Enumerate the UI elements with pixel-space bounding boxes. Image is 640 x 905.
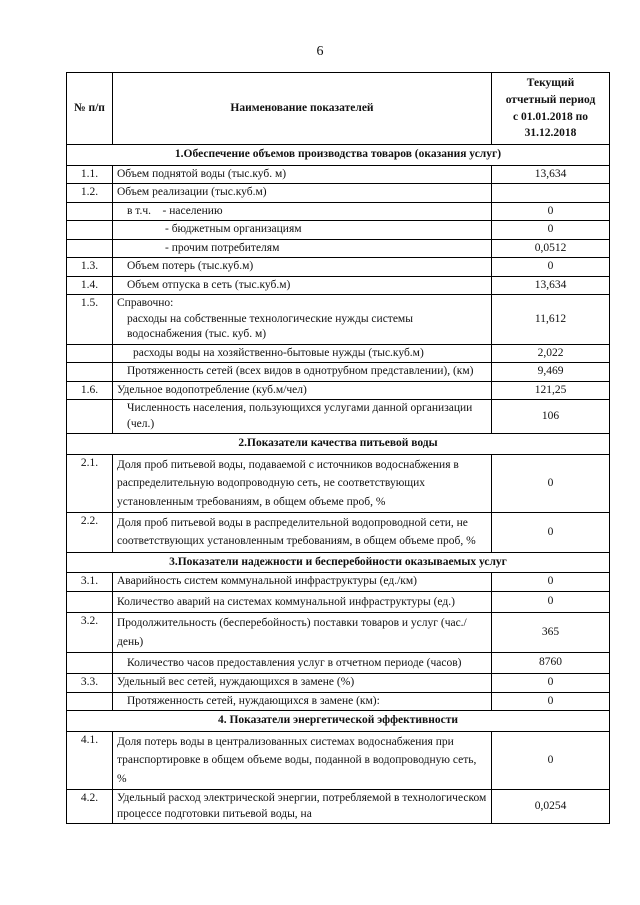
section-title-row: [67, 145, 610, 166]
row-num: 4.1.: [67, 731, 113, 789]
header-period-line: с 01.01.2018 по: [513, 110, 588, 123]
table-row: [67, 295, 610, 345]
row-name: [113, 295, 492, 345]
row-value: 0: [492, 591, 610, 612]
row-name: Протяженность сетей (всех видов в однотрубном представлении), (км): [113, 363, 492, 382]
section-title-row: [67, 711, 610, 732]
row-name: Объем поднятой воды (тыс.куб. м): [113, 165, 492, 184]
row-value: 0: [492, 573, 610, 592]
row-value: 0: [492, 692, 610, 711]
row-num: 1.3.: [67, 258, 113, 277]
row-name: Количество часов предоставления услуг в отчетном периоде (часов): [113, 652, 492, 673]
page-number: 6: [316, 44, 324, 59]
table-row: [67, 239, 610, 258]
table-row: [67, 258, 610, 277]
table-row: [67, 381, 610, 400]
table-row: [67, 652, 610, 673]
row-num: [67, 221, 113, 240]
table-row: [67, 202, 610, 221]
section-title-row: [67, 552, 610, 573]
row-name: - бюджетным организациям: [113, 221, 492, 240]
row-value: 0: [492, 454, 610, 512]
row-value: 365: [492, 613, 610, 653]
row-value: 9,469: [492, 363, 610, 382]
row-name: Доля проб питьевой воды, подаваемой с источников водоснабжения в распределительную водопроводную сеть, не соответствующих установленным требованиям, в общем объеме проб, %: [113, 454, 492, 512]
row-value: 0: [492, 221, 610, 240]
header-period-line: 31.12.2018: [524, 127, 577, 140]
row-num: [67, 652, 113, 673]
table-row: [67, 692, 610, 711]
row-num: 2.1.: [67, 454, 113, 512]
row-name: Доля потерь воды в централизованных системах водоснабжения при транспортировке в общем объеме воды, поданной в водопроводную сеть, %: [113, 731, 492, 789]
row-value: 0,0254: [492, 790, 610, 824]
section-title-row: [67, 434, 610, 455]
header-period-line: Текущий: [526, 77, 575, 90]
section-title: 3.Показатели надежности и бесперебойности оказываемых услуг: [67, 552, 610, 573]
row-num: 1.1.: [67, 165, 113, 184]
header-period: [492, 73, 610, 145]
row-name: Продолжительность (бесперебойность) поставки товаров и услуг (час./день): [113, 613, 492, 653]
row-name: Объем реализации (тыс.куб.м): [113, 184, 492, 203]
row-value: 106: [492, 400, 610, 434]
table-row: [67, 790, 610, 824]
table-row: [67, 400, 610, 434]
row-num: 3.2.: [67, 613, 113, 653]
table-row: [67, 674, 610, 693]
section-title: 1.Обеспечение объемов производства товаров (оказания услуг): [67, 145, 610, 166]
row-value: 0: [492, 258, 610, 277]
table-row: [67, 276, 610, 295]
row-name-sub: расходы на собственные технологические нужды системы водоснабжения (тыс. куб. м): [127, 312, 413, 341]
row-num: [67, 363, 113, 382]
row-num: 2.2.: [67, 512, 113, 552]
row-name: расходы воды на хозяйственно-бытовые нужды (тыс.куб.м): [113, 344, 492, 363]
row-value: [492, 184, 610, 203]
row-num: 1.5.: [67, 295, 113, 345]
table-row: [67, 363, 610, 382]
table-row: [67, 731, 610, 789]
row-num: 4.2.: [67, 790, 113, 824]
table-row: [67, 221, 610, 240]
table-row: [67, 573, 610, 592]
row-value: 11,612: [492, 295, 610, 345]
row-num: 1.4.: [67, 276, 113, 295]
section-title: 2.Показатели качества питьевой воды: [67, 434, 610, 455]
row-num: 1.2.: [67, 184, 113, 203]
row-value: 121,25: [492, 381, 610, 400]
row-name: Удельное водопотребление (куб.м/чел): [113, 381, 492, 400]
row-num: [67, 202, 113, 221]
table-row: [67, 165, 610, 184]
row-num: [67, 591, 113, 612]
table-header-row: [67, 73, 610, 145]
row-value: 0: [492, 731, 610, 789]
row-name: Объем отпуска в сеть (тыс.куб.м): [113, 276, 492, 295]
row-name: Протяженность сетей, нуждающихся в замене (км):: [113, 692, 492, 711]
row-name: Удельный вес сетей, нуждающихся в замене (%): [113, 674, 492, 693]
row-name: в т.ч. - населению: [113, 202, 492, 221]
row-value: 8760: [492, 652, 610, 673]
table-row: [67, 344, 610, 363]
table-row: [67, 613, 610, 653]
row-num: [67, 400, 113, 434]
header-period-line: отчетный период: [505, 93, 596, 106]
row-name-heading: Справочно:: [117, 297, 174, 310]
row-num: [67, 692, 113, 711]
table-row: [67, 512, 610, 552]
row-value: 13,634: [492, 165, 610, 184]
table-row: [67, 184, 610, 203]
row-value: 0: [492, 512, 610, 552]
table-row: [67, 591, 610, 612]
row-name: Объем потерь (тыс.куб.м): [113, 258, 492, 277]
row-num: 3.1.: [67, 573, 113, 592]
header-name: Наименование показателей: [113, 73, 492, 145]
header-num: № п/п: [67, 73, 113, 145]
row-num: 1.6.: [67, 381, 113, 400]
row-value: 2,022: [492, 344, 610, 363]
row-value: 0: [492, 202, 610, 221]
table-row: [67, 454, 610, 512]
row-name: Аварийность систем коммунальной инфраструктуры (ед./км): [113, 573, 492, 592]
row-name: - прочим потребителям: [113, 239, 492, 258]
row-name: Удельный расход электрической энергии, потребляемой в технологическом процессе подготовки питьевой воды, на: [113, 790, 492, 824]
row-value: 0: [492, 674, 610, 693]
section-title: 4. Показатели энергетической эффективности: [67, 711, 610, 732]
row-name: Доля проб питьевой воды в распределительной водопроводной сети, не соответствующих установленным требованиям, в общем объеме проб, %: [113, 512, 492, 552]
indicators-table: [66, 72, 610, 824]
row-name: Количество аварий на системах коммунальной инфраструктуры (ед.): [113, 591, 492, 612]
row-value: 0,0512: [492, 239, 610, 258]
row-value: 13,634: [492, 276, 610, 295]
row-num: [67, 344, 113, 363]
row-name: Численность населения, пользующихся услугами данной организации (чел.): [113, 400, 492, 434]
row-num: [67, 239, 113, 258]
row-num: 3.3.: [67, 674, 113, 693]
